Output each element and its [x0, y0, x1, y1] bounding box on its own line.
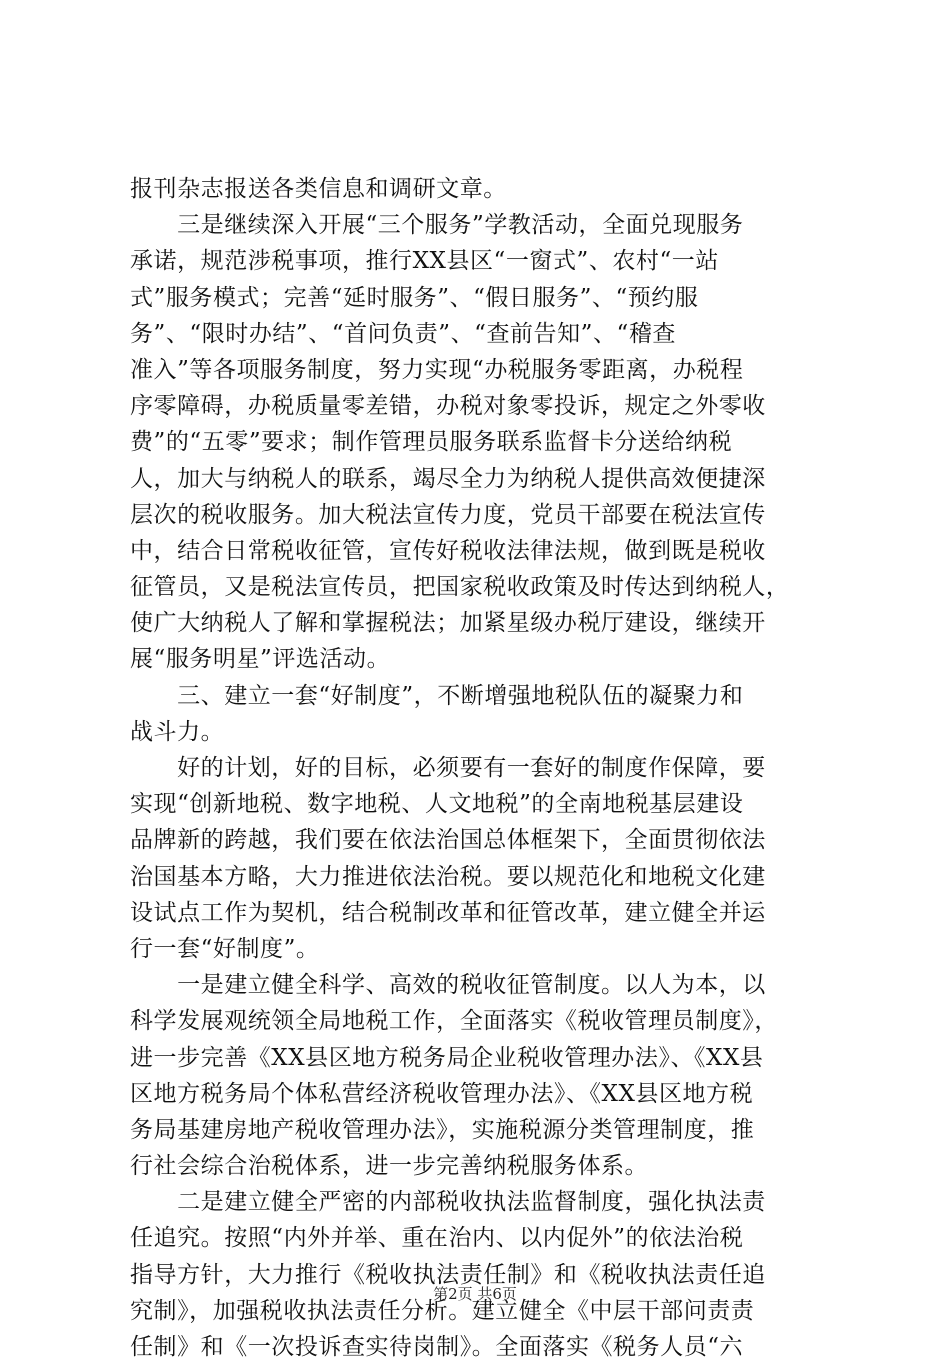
- document-body: [130, 171, 830, 1365]
- text-line: 承诺，规范涉税事项，推行XX县区“一窗式”、农村“一站: [130, 248, 719, 275]
- text-line: 好的计划，好的目标，必须要有一套好的制度作保障，要: [130, 755, 766, 781]
- text-line: 展“服务明星”评选活动。: [130, 646, 391, 673]
- text-line: 人，加大与纳税人的联系，竭尽全力为纳税人提供高效便捷深: [130, 465, 766, 492]
- text-line: 使广大纳税人了解和掌握税法；加紧星级办税厅建设，继续开: [130, 610, 766, 637]
- text-line: 务局基建房地产税收管理办法》，实施税源分类管理制度，推: [130, 1116, 755, 1143]
- text-line: 式”服务模式；完善“延时服务”、“假日服务”、“预约服: [130, 284, 699, 311]
- text-line: 指导方针，大力推行《税收执法责任制》和《税收执法责任追: [130, 1261, 766, 1288]
- text-line: 实现“创新地税、数字地税、人文地税”的全南地税基层建设: [130, 791, 744, 818]
- text-line: 准入”等各项服务制度，努力实现“办税服务零距离，办税程: [130, 356, 744, 383]
- text-line: 征管员，又是税法宣传员，把国家税收政策及时传达到纳税人，: [130, 574, 790, 601]
- text-line: 科学发展观统领全局地税工作，全面落实《税收管理员制度》，: [130, 1008, 778, 1035]
- text-line: 任追究。按照“内外并举、重在治内、以内促外”的依法治税: [130, 1225, 744, 1252]
- text-line: 二是建立健全严密的内部税收执法监督制度，强化执法责: [130, 1189, 766, 1216]
- text-line: 三、建立一套“好制度”，不断增强地税队伍的凝聚力和: [130, 682, 744, 709]
- text-line: 三是继续深入开展“三个服务”学教活动，全面兑现服务: [130, 212, 744, 239]
- text-line: 设试点工作为契机，结合税制改革和征管改革，建立健全并运: [130, 899, 766, 926]
- text-line: 进一步完善《XX县区地方税务局企业税收管理办法》、《XX县: [130, 1044, 764, 1071]
- text-line: 行一套“好制度”。: [130, 935, 320, 962]
- text-line: 层次的税收服务。加大税法宣传力度，党员干部要在税法宣传: [130, 501, 766, 528]
- text-line: 费”的“五零”要求；制作管理员服务联系监督卡分送给纳税: [130, 429, 733, 456]
- text-line: 品牌新的跨越，我们要在依法治国总体框架下，全面贯彻依法: [130, 827, 766, 854]
- page-footer: 第2页 共6页: [433, 1285, 517, 1303]
- text-line: 任制》和《一次投诉查实待岗制》。全面落实《税务人员“六: [130, 1334, 744, 1360]
- text-line: 战斗力。: [130, 718, 225, 745]
- text-line: 区地方税务局个体私营经济税收管理办法》、《XX县区地方税: [130, 1080, 754, 1107]
- text-line: 中，结合日常税收征管，宣传好税收法律法规，做到既是税收: [130, 537, 766, 564]
- text-line: 序零障碍，办税质量零差错，办税对象零投诉，规定之外零收: [130, 393, 766, 420]
- text-line: 一是建立健全科学、高效的税收征管制度。以人为本，以: [130, 972, 766, 999]
- text-line: 究制》，加强税收执法责任分析。建立健全《中层干部问责责: [130, 1297, 755, 1324]
- text-line: 治国基本方略，大力推进依法治税。要以规范化和地税文化建: [130, 863, 766, 890]
- text-line: 务”、“限时办结”、“首问负责”、“查前告知”、“稽查: [130, 320, 676, 347]
- text-line: 报刊杂志报送各类信息和调研文章。: [130, 176, 507, 202]
- text-line: 行社会综合治税体系，进一步完善纳税服务体系。: [130, 1153, 649, 1180]
